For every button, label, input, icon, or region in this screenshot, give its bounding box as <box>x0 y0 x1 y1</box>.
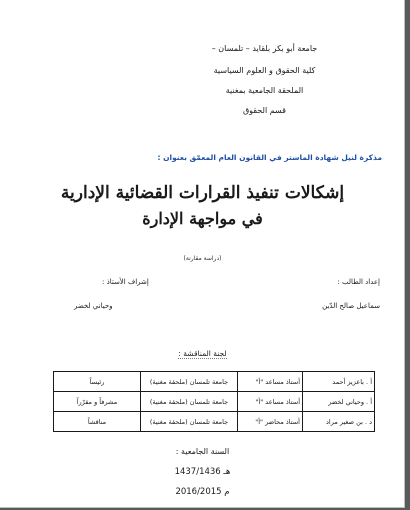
member-name: أ . باعزيز أحمد <box>303 372 375 392</box>
academic-year-label: السنة الجامعية : <box>175 447 230 456</box>
academic-year-hijri: 1437/1436 هـ <box>174 467 231 477</box>
faculty-name: كلية الحقوق و العلوم السياسية <box>213 66 316 75</box>
supervisor-label: إشراف الأستاذ : <box>102 278 149 286</box>
committee-table <box>53 371 375 432</box>
student-label: إعداد الطالب : <box>337 278 380 286</box>
department-name: قسم الحقوق <box>242 106 287 115</box>
table-row <box>54 412 375 432</box>
academic-year-gregorian: 2016/2015 م <box>175 487 230 497</box>
thesis-title-line1: إشكالات تنفيذ القرارات القضائية الإدارية <box>60 183 345 203</box>
committee-title-text: لجنة المناقشة : <box>178 349 227 358</box>
university-name: جامعة أبو بكر بلقايد – تلمسان – <box>211 44 318 53</box>
member-university: جامعة تلمسان (ملحقة مغنية) <box>141 392 238 412</box>
member-name: د . بن صغير مراد <box>303 412 375 432</box>
student-name: سماعيل صالح الدّين <box>322 302 380 310</box>
member-university: جامعة تلمسان (ملحقة مغنية) <box>141 372 238 392</box>
thesis-title-line2: في مواجهة الإدارة <box>142 209 263 228</box>
thesis-intro: مذكرة لنيل شهادة الماستر في القانون العام المعمّق بعنوان : <box>157 153 382 162</box>
member-rank: أستاذ مساعد "أ" <box>238 392 303 412</box>
table-row <box>54 372 375 392</box>
committee-title <box>0 349 405 358</box>
member-university: جامعة تلمسان (ملحقة مغنية) <box>141 412 238 432</box>
thesis-subtitle: (دراسة مقارنة) <box>183 255 222 262</box>
supervisor-name: وحياني لخضر <box>74 302 113 310</box>
member-role: رئيساً <box>54 372 141 392</box>
member-role: مشرفاً و مقرّراً <box>54 392 141 412</box>
member-rank: أستاذ مساعد "أ" <box>238 372 303 392</box>
member-rank: أستاذ محاضر "أ" <box>238 412 303 432</box>
member-role: مناقشاً <box>54 412 141 432</box>
member-name: أ . وحياني لخضر <box>303 392 375 412</box>
table-row <box>54 392 375 412</box>
annex-name: الملحقة الجامعية بمغنية <box>225 86 304 95</box>
